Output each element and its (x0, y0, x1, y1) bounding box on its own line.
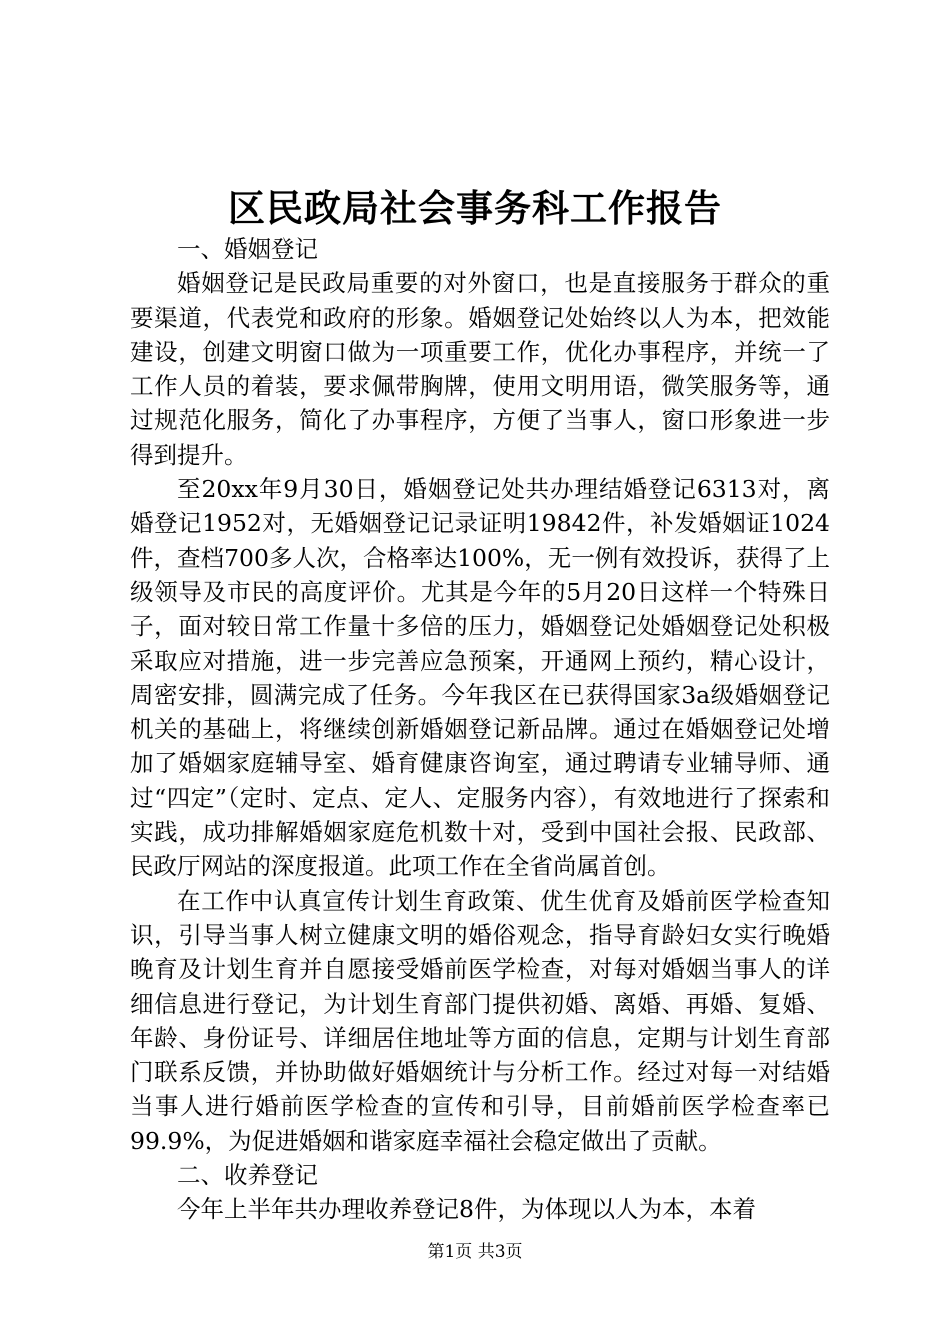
page-number-footer: 第1页 共3页 (427, 1242, 523, 1262)
paragraph-adoption: 今年上半年共办理收养登记8件，为体现以人为本，本着 (177, 1195, 756, 1224)
paragraph-marriage-statistics: 至20xx年9月30日，婚姻登记处共办理结婚登记6313对，离婚登记1952对，无婚姻登记记录证明19842件，补发婚姻证1024件，查档700多人次，合格率达100%，无一例有效投诉，获得了上级领导及市民的高度评价。尤其是今年的5月20日这样一个特殊日子，面对较日常工作量十多倍的压力，婚姻登记处婚姻登记处积极采取应对措施，进一步完善应急预案，开通网上预约，精心设计，周密安排，圆满完成了任务。今年我区在已获得国家3a级婚姻登记机关的基础上，将继续创新婚姻登记新品牌。通过在婚姻登记处增加了婚姻家庭辅导室、婚育健康咨询室，通过聘请专业辅导师、通过“四定”（定时、定点、定人、定服务内容），有效地进行了探索和实践，成功排解婚姻家庭危机数十对，受到中国社会报、民政部、民政厅网站的深度报道。此项工作在全省尚属首创。 (130, 475, 830, 881)
section-heading-adoption-registration: 二、收养登记 (177, 1161, 318, 1190)
paragraph-marriage-window: 婚姻登记是民政局重要的对外窗口，也是直接服务于群众的重要渠道，代表党和政府的形象。婚姻登记处始终以人为本，把效能建设，创建文明窗口做为一项重要工作，优化办事程序，并统一了工作人员的着装，要求佩带胸牌，使用文明用语，微笑服务等，通过规范化服务，简化了办事程序，方便了当事人，窗口形象进一步得到提升。 (130, 269, 830, 469)
section-heading-marriage-registration: 一、婚姻登记 (177, 235, 318, 263)
document-body (130, 232, 830, 1227)
document-title: 区民政局社会事务科工作报告 (228, 186, 722, 230)
paragraph-family-planning: 在工作中认真宣传计划生育政策、优生优育及婚前医学检查知识，引导当事人树立健康文明的婚俗观念，指导育龄妇女实行晚婚晚育及计划生育并自愿接受婚前医学检查，对每对婚姻当事人的详细信息进行登记，为计划生育部门提供初婚、离婚、再婚、复婚、年龄、身份证号、详细居住地址等方面的信息，定期与计划生育部门联系反馈，并协助做好婚姻统计与分析工作。经过对每一对结婚当事人进行婚前医学检查的宣传和引导，目前婚前医学检查率已99.9%，为促进婚姻和谐家庭幸福社会稳定做出了贡献。 (130, 886, 830, 1155)
